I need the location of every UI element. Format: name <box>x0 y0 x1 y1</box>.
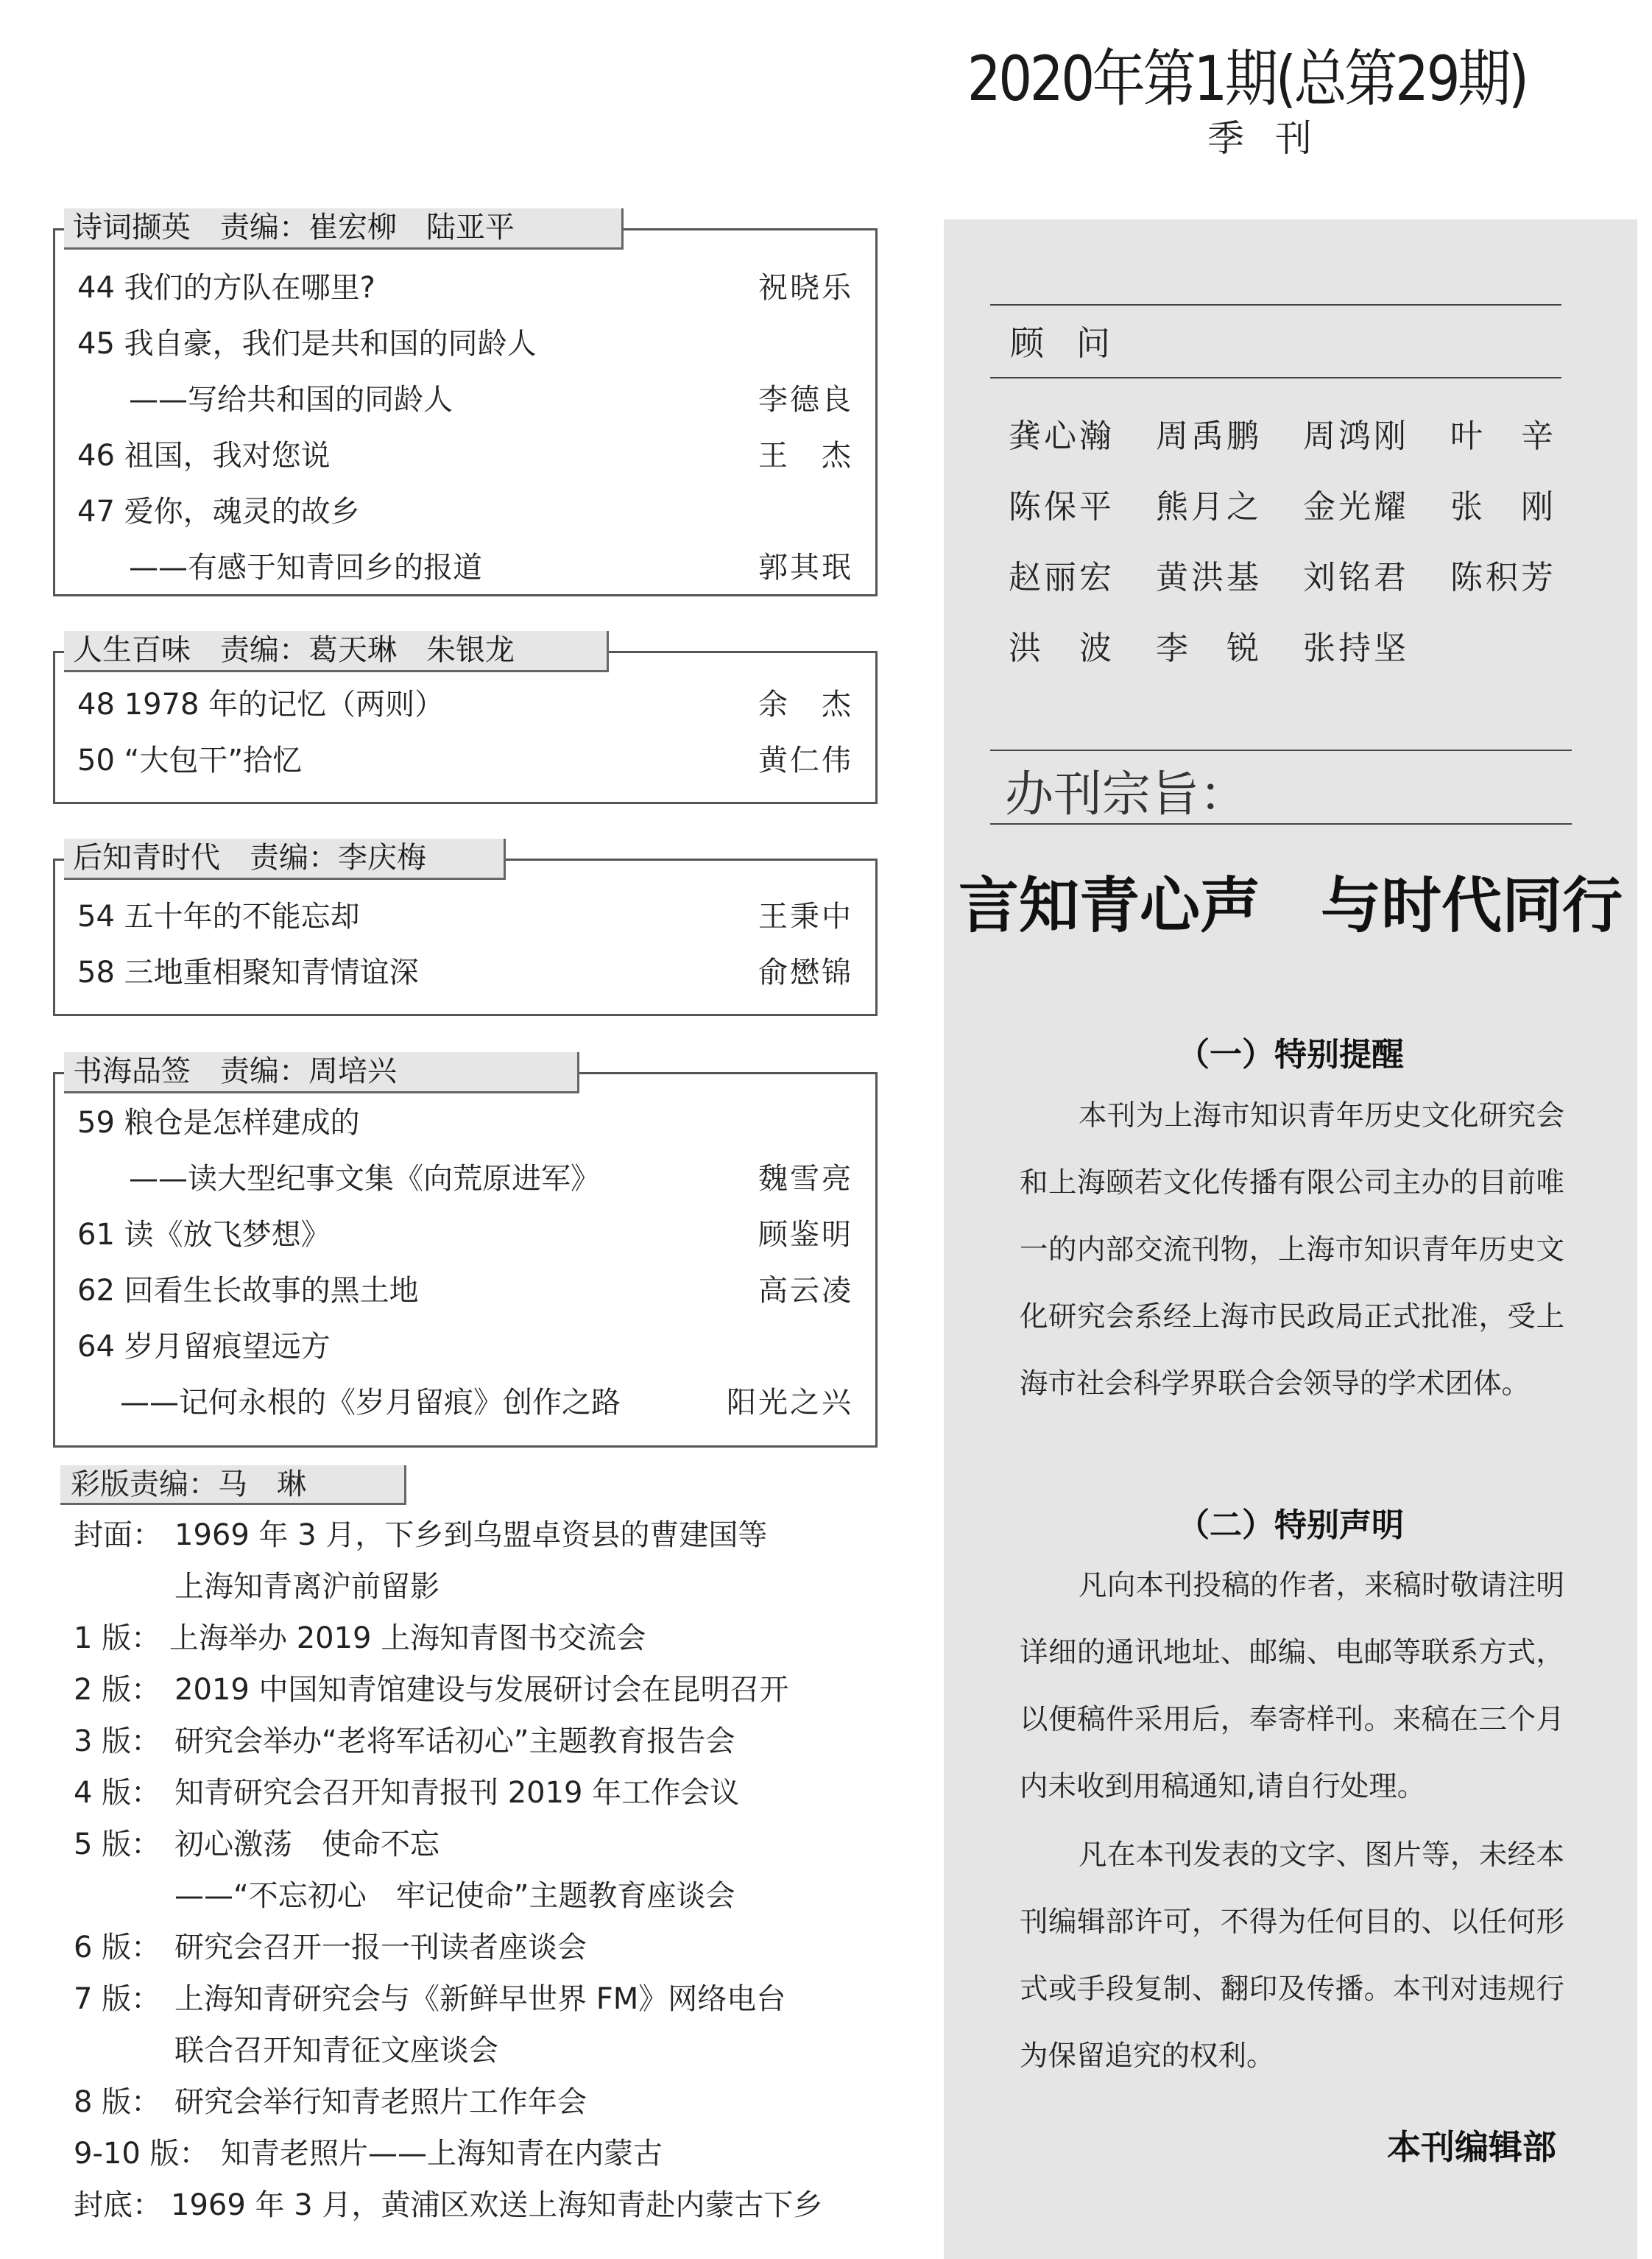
note-paragraph: 凡在本刊发表的文字、图片等，未经本刊编辑部许可，不得为任何目的、以任何形式或手段复制、翻印及传播。本刊对违规行为保留追究的权利。 <box>1020 1839 1564 2073</box>
note-heading: （一）特别提醒 <box>1177 1036 1404 1074</box>
toc-subtitle: ——有感于知青回乡的报道 <box>129 551 482 585</box>
toc-title: 59 粮仓是怎样建成的 <box>77 1106 360 1140</box>
toc-row[interactable] <box>77 889 853 945</box>
advisor-name: 叶 辛 <box>1450 417 1556 455</box>
toc-title: 54 五十年的不能忘却 <box>77 900 360 934</box>
toc-title: 47 爱你，魂灵的故乡 <box>77 495 360 529</box>
plate-item <box>74 1819 440 1870</box>
plate-text: 研究会举行知青老照片工作年会 <box>174 2085 587 2119</box>
mission-motto: 言知青心声 与时代同行 <box>958 871 1623 941</box>
toc-row[interactable] <box>77 484 853 540</box>
plate-text: 上海知青研究会与《新鲜早世界 FM》网络电台 <box>174 1982 786 2016</box>
plate-key: 4 版： <box>74 1776 161 1810</box>
plate-item <box>74 1613 646 1664</box>
toc-title: 62 回看生长故事的黑土地 <box>77 1274 419 1308</box>
divider <box>990 823 1572 825</box>
toc-row[interactable] <box>77 1375 853 1431</box>
toc-section-life <box>53 633 878 804</box>
toc-author: 余 杰 <box>758 688 853 722</box>
issue-number: 2020年第1期(总第29期) <box>967 43 1527 115</box>
toc-author: 祝晓乐 <box>758 271 853 305</box>
toc-author: 王秉中 <box>758 900 853 934</box>
plate-key: 7 版： <box>74 1982 161 2016</box>
toc-author: 王 杰 <box>758 439 853 473</box>
note-paragraph: 凡向本刊投稿的作者，来稿时敬请注明详细的通讯地址、邮编、电邮等联系方式，以便稿件采用后，奉寄样刊。来稿在三个月内未收到用稿通知,请自行处理。 <box>1020 1569 1564 1803</box>
advisor-name: 赵丽宏 <box>1009 559 1115 596</box>
plate-text: 知青老照片——上海知青在内蒙古 <box>221 2137 663 2171</box>
toc-title: 61 读《放飞梦想》 <box>77 1218 331 1252</box>
toc-row[interactable] <box>77 1151 853 1207</box>
toc-title: 44 我们的方队在哪里? <box>77 271 375 305</box>
toc-subtitle: ——写给共和国的同龄人 <box>129 383 453 417</box>
toc-subtitle: ——记何永根的《岁月留痕》创作之路 <box>120 1386 621 1420</box>
note-paragraph: 本刊为上海市知识青年历史文化研究会和上海颐若文化传播有限公司主办的目前唯一的内部交流刊物，上海市知识青年历史文化研究会系经上海市民政局正式批准，受上海市社会科学界联合会领导的学术团体。 <box>1020 1099 1564 1400</box>
plate-key: 2 版： <box>74 1673 161 1707</box>
toc-author: 高云凌 <box>758 1274 853 1308</box>
plate-key: 封底： <box>74 2188 162 2222</box>
plate-item <box>74 1922 587 1973</box>
toc-author: 阳光之兴 <box>727 1386 853 1420</box>
toc-title: 64 岁月留痕望远方 <box>77 1330 331 1364</box>
plate-key: 9-10 版： <box>74 2137 209 2171</box>
advisor-name: 洪 波 <box>1009 630 1115 667</box>
plate-item <box>74 2076 587 2128</box>
plate-text: 1969 年 3 月，下乡到乌盟卓资县的曹建国等 <box>174 1518 768 1552</box>
toc-row[interactable] <box>77 540 853 596</box>
editorial-signature: 本刊编辑部 <box>1387 2127 1556 2167</box>
advisor-name: 金光耀 <box>1303 488 1409 526</box>
note-heading: （二）特别声明 <box>1177 1506 1404 1544</box>
toc-row[interactable] <box>77 372 853 428</box>
toc-author: 顾鉴明 <box>758 1218 853 1252</box>
plate-key: 3 版： <box>74 1724 161 1758</box>
advisor-name: 周鸿刚 <box>1303 417 1409 455</box>
toc-title: 46 祖国，我对您说 <box>77 439 331 473</box>
frequency-label: 季刊 <box>1207 117 1343 160</box>
divider <box>990 377 1561 378</box>
toc-row[interactable] <box>77 677 853 733</box>
toc-title: 58 三地重相聚知青情谊深 <box>77 956 419 990</box>
advisor-name: 熊月之 <box>1156 488 1262 526</box>
plate-item <box>74 2179 823 2231</box>
toc-author: 黄仁伟 <box>758 744 853 778</box>
section-label: 人生百味 责编：葛天琳 朱银龙 <box>64 631 609 672</box>
plate-key: 封面： <box>74 1518 162 1552</box>
plate-item <box>74 1509 768 1561</box>
plate-key: 6 版： <box>74 1931 161 1964</box>
section-label: 诗词撷英 责编：崔宏柳 陆亚平 <box>64 208 624 250</box>
toc-title: 48 1978 年的记忆（两则） <box>77 688 445 722</box>
toc-section-books <box>53 1054 878 1448</box>
toc-row[interactable] <box>77 945 853 1001</box>
divider <box>990 304 1561 306</box>
plate-item <box>74 1973 786 2025</box>
plate-text: ——“不忘初心 牢记使命”主题教育座谈会 <box>174 1879 735 1913</box>
plate-text: 联合召开知青征文座谈会 <box>174 2034 498 2068</box>
toc-row[interactable] <box>77 316 853 372</box>
toc-row[interactable] <box>77 260 853 316</box>
toc-row[interactable] <box>77 1319 853 1375</box>
advisors-title: 顾问 <box>1010 323 1143 363</box>
plate-key: 1 版： <box>74 1621 161 1655</box>
divider <box>990 750 1572 751</box>
section-label: 书海品签 责编：周培兴 <box>64 1052 579 1093</box>
advisor-name: 陈保平 <box>1009 488 1115 526</box>
advisor-name: 黄洪基 <box>1156 559 1262 596</box>
mission-title: 办刊宗旨： <box>1005 766 1248 822</box>
plate-text: 初心激荡 使命不忘 <box>174 1828 440 1861</box>
plate-text: 1969 年 3 月，黄浦区欢送上海知青赴内蒙古下乡 <box>171 2188 823 2222</box>
toc-title: 50 “大包干”拾忆 <box>77 744 303 778</box>
toc-author: 魏雪亮 <box>758 1162 853 1196</box>
section-label: 后知青时代 责编：李庆梅 <box>64 839 506 880</box>
toc-author: 郭其珉 <box>758 551 853 585</box>
plate-key: 8 版： <box>74 2085 161 2119</box>
toc-author: 俞懋锦 <box>758 956 853 990</box>
plate-item <box>74 1767 740 1819</box>
toc-title: 45 我自豪，我们是共和国的同龄人 <box>77 327 537 361</box>
plate-text: 研究会召开一报一刊读者座谈会 <box>174 1931 587 1964</box>
advisor-name: 李 锐 <box>1156 630 1262 667</box>
toc-author: 李德良 <box>758 383 853 417</box>
toc-row[interactable] <box>77 1263 853 1319</box>
advisor-name: 张持坚 <box>1303 630 1409 667</box>
advisor-name: 张 刚 <box>1450 488 1556 526</box>
plate-item <box>74 2128 663 2179</box>
toc-section-post-era <box>53 841 878 1016</box>
toc-row[interactable] <box>77 1207 853 1263</box>
plate-text: 2019 中国知青馆建设与发展研讨会在昆明召开 <box>174 1673 789 1707</box>
toc-row[interactable] <box>77 733 853 789</box>
plate-text: 知青研究会召开知青报刊 2019 年工作会议 <box>174 1776 740 1810</box>
advisor-name: 龚心瀚 <box>1009 417 1115 455</box>
plate-text: 上海举办 2019 上海知青图书交流会 <box>169 1621 646 1655</box>
plate-item <box>74 1716 735 1767</box>
color-plates-label: 彩版责编：马 琳 <box>60 1465 406 1505</box>
advisor-name: 陈积芳 <box>1450 559 1556 596</box>
plate-item <box>74 1664 789 1716</box>
toc-section-poetry <box>53 211 878 596</box>
toc-subtitle: ——读大型纪事文集《向荒原进军》 <box>129 1162 600 1196</box>
plate-text: 研究会举办“老将军话初心”主题教育报告会 <box>174 1724 735 1758</box>
toc-row[interactable] <box>77 428 853 484</box>
toc-row[interactable] <box>77 1095 853 1151</box>
plate-text: 上海知青离沪前留影 <box>174 1570 440 1604</box>
advisor-name: 周禹鹏 <box>1156 417 1262 455</box>
advisor-name: 刘铭君 <box>1303 559 1409 596</box>
plate-key: 5 版： <box>74 1828 161 1861</box>
